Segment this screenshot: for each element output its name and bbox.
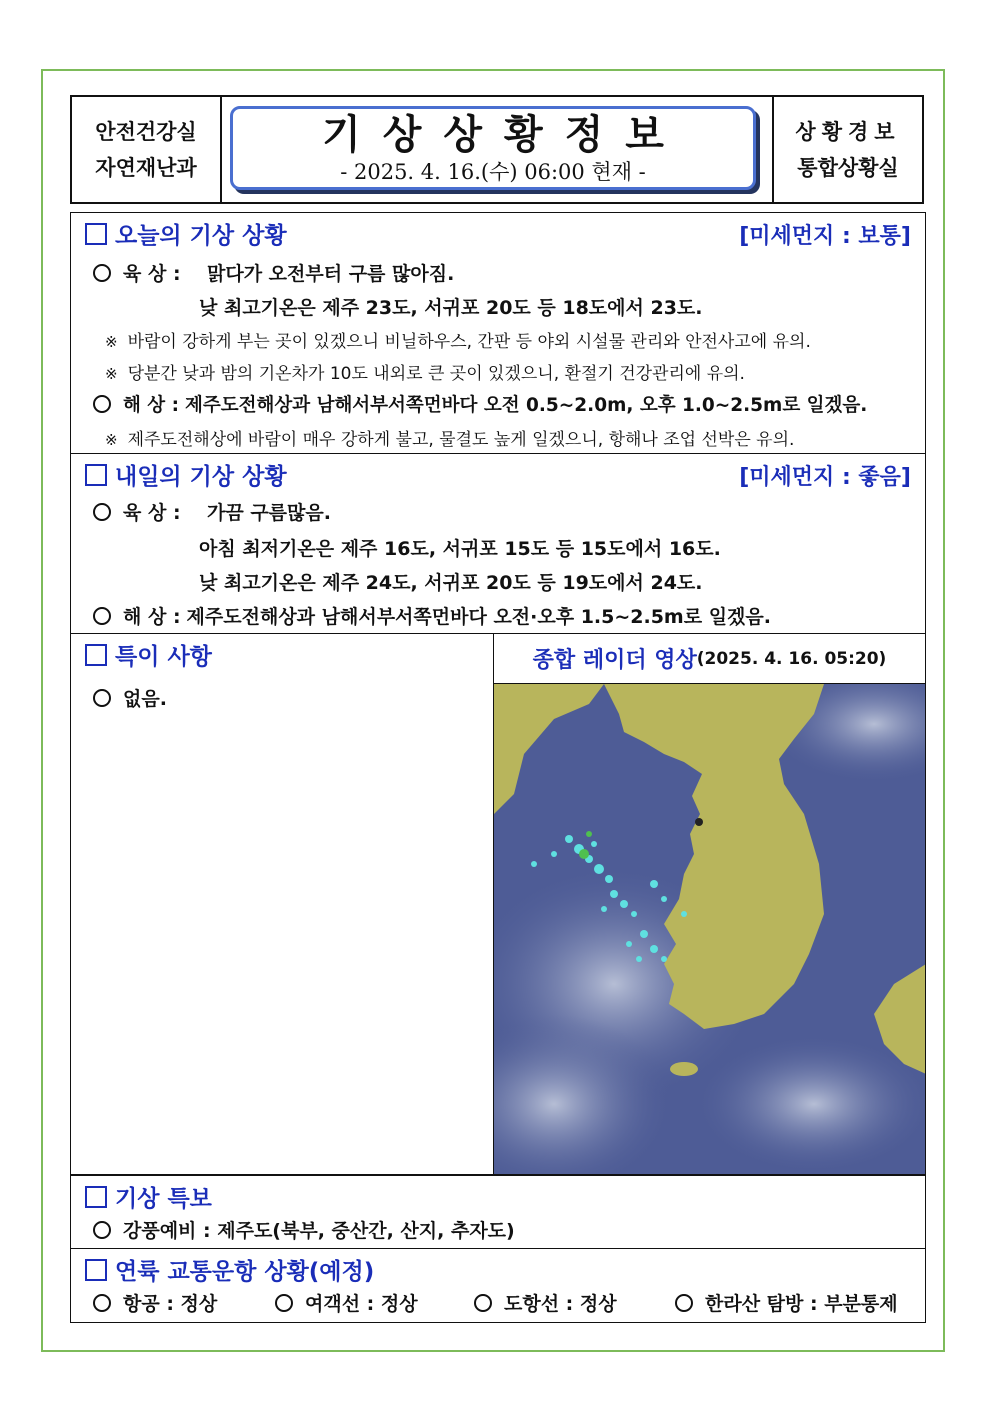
special-title: 특이 사항 <box>85 638 212 671</box>
warning-item: 강풍예비 : 제주도(북부, 중산간, 산지, 추자도) <box>93 1216 515 1243</box>
circle-bullet-icon <box>93 689 111 707</box>
today-land-temp: 낮 최고기온은 제주 23도, 서귀포 20도 등 18도에서 23도. <box>199 297 703 319</box>
tomorrow-land: 육 상 : 가끔 구름많음. <box>93 498 331 525</box>
tomorrow-dust: [미세먼지 : 좋음] <box>739 465 911 490</box>
today-title: 오늘의 기상 상황 <box>85 217 287 250</box>
issuer-room: 통합상황실 <box>797 155 899 180</box>
circle-bullet-icon <box>93 607 111 625</box>
report-header <box>70 95 924 204</box>
circle-bullet-icon <box>275 1294 293 1312</box>
circle-bullet-icon <box>93 1221 111 1239</box>
asterisk-icon: ※ <box>105 333 118 351</box>
title-box <box>230 106 756 190</box>
radar-image <box>493 684 925 1174</box>
tomorrow-sea: 해 상 : 제주도전해상과 남해서부서쪽먼바다 오전·오후 1.5~2.5m로 일겠음. <box>93 602 771 629</box>
issuer-left <box>72 97 222 202</box>
radar-header <box>493 634 925 684</box>
checkbox-icon <box>85 1186 107 1208</box>
cloud <box>694 1034 925 1174</box>
tomorrow-title: 내일의 기상 상황 <box>85 458 287 491</box>
tomorrow-land-max: 낮 최고기온은 제주 24도, 서귀포 20도 등 19도에서 24도. <box>199 572 703 594</box>
circle-bullet-icon <box>675 1294 693 1312</box>
today-land: 육 상 : 맑다가 오전부터 구름 많아짐. <box>93 259 454 286</box>
circle-bullet-icon <box>93 503 111 521</box>
radar-title: 종합 레이더 영상 <box>532 648 697 673</box>
warning-title: 기상 특보 <box>85 1180 212 1213</box>
issuer-division: 자연재난과 <box>95 155 197 180</box>
tomorrow-section <box>70 454 926 634</box>
checkbox-icon <box>85 644 107 666</box>
circle-bullet-icon <box>93 1294 111 1312</box>
checkbox-icon <box>85 464 107 486</box>
traffic-air: 항공 : 정상 <box>93 1289 217 1316</box>
special-item: 없음. <box>93 684 167 711</box>
today-note-wind: ※ 바람이 강하게 부는 곳이 있겠으니 비닐하우스, 간판 등 야외 시설물 관리와 안전사고에 유의. <box>105 332 811 352</box>
today-section <box>70 212 926 454</box>
report-datetime: - 2025. 4. 16.(수) 06:00 현재 - <box>340 160 646 184</box>
today-dust: [미세먼지 : 보통] <box>739 224 911 249</box>
circle-bullet-icon <box>474 1294 492 1312</box>
traffic-ferry: 여객선 : 정상 <box>275 1289 418 1316</box>
radar-time: (2025. 4. 16. 05:20) <box>696 648 887 669</box>
traffic-hallasan: 한라산 탐방 : 부분통제 <box>675 1289 898 1316</box>
traffic-title: 연륙 교통운항 상황(예정) <box>85 1253 374 1286</box>
today-sea: 해 상 : 제주도전해상과 남해서부서쪽먼바다 오전 0.5~2.0m, 오후 1.0~2.5m로 일겠음. <box>93 391 867 417</box>
radar-site-marker <box>695 818 703 826</box>
asterisk-icon: ※ <box>105 431 118 449</box>
issuer-alert: 상황경보 <box>795 119 901 144</box>
today-note-temp: ※ 당분간 낮과 밤의 기온차가 10도 내외로 큰 곳이 있겠으니, 환절기 건강관리에 유의. <box>105 364 745 384</box>
circle-bullet-icon <box>93 395 111 413</box>
today-note-sea: ※ 제주도전해상에 바람이 매우 강하게 불고, 물결도 높게 일겠으니, 항해나 조업 선박은 유의. <box>105 430 795 450</box>
radar-map <box>494 684 925 1174</box>
traffic-section <box>70 1249 926 1323</box>
circle-bullet-icon <box>93 264 111 282</box>
tomorrow-land-min: 아침 최저기온은 제주 16도, 서귀포 15도 등 15도에서 16도. <box>199 538 721 560</box>
asterisk-icon: ※ <box>105 365 118 383</box>
issuer-dept: 안전건강실 <box>95 119 197 144</box>
traffic-island-ferry: 도항선 : 정상 <box>474 1289 617 1316</box>
page-title: 기상상황정보 <box>322 112 686 158</box>
checkbox-icon <box>85 223 107 245</box>
checkbox-icon <box>85 1259 107 1281</box>
warning-section <box>70 1175 926 1249</box>
jeju-island <box>670 1062 698 1076</box>
issuer-right <box>772 97 922 202</box>
